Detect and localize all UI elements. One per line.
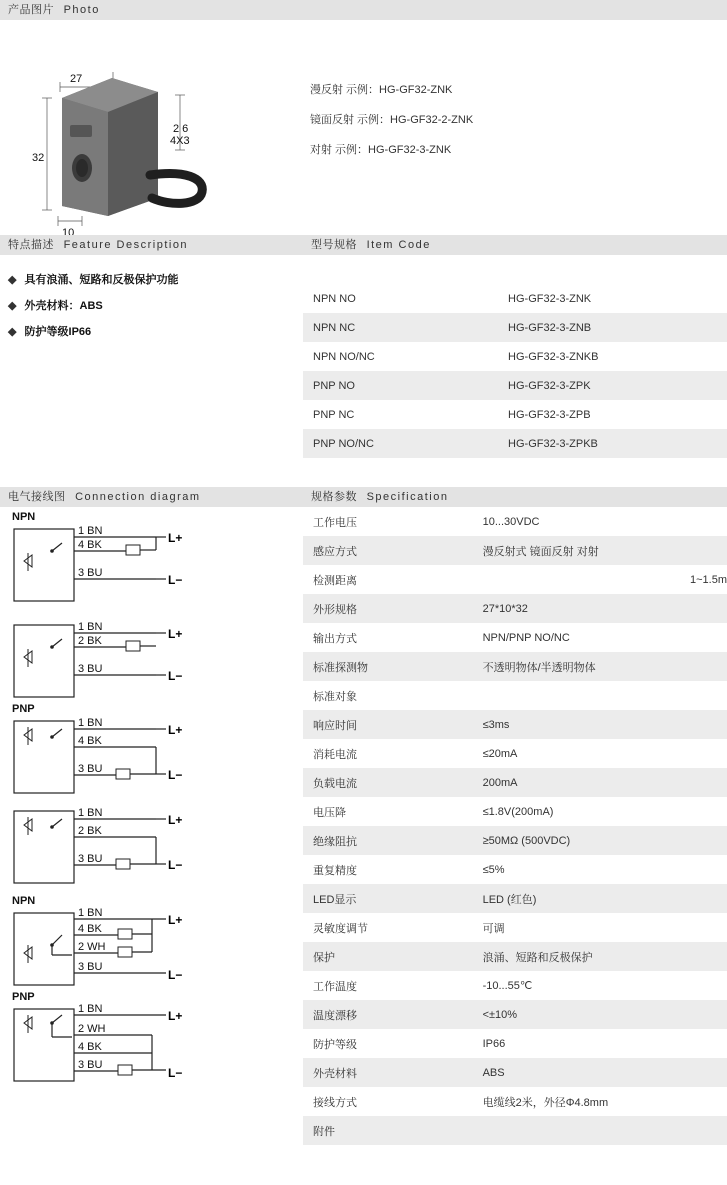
rail-label: L+: [168, 723, 183, 737]
spec-value: ABS: [473, 1058, 727, 1087]
example-diffuse: 漫反射 示例：HG-GF32-ZNK: [310, 84, 453, 96]
spec-value: NPN/PNP NO/NC: [473, 623, 727, 652]
table-row: [303, 313, 727, 342]
table-row: [303, 652, 727, 681]
table-row: [303, 768, 727, 797]
spec-value: IP66: [473, 1029, 727, 1058]
table-row: [303, 429, 727, 458]
wire-label: 2 WH: [78, 941, 106, 953]
spec-value: ≥50MΩ (500VDC): [473, 826, 727, 855]
rail-label: L−: [168, 768, 183, 782]
spec-key: 绝缘阻抗: [303, 826, 473, 855]
wire-label: 3 BU: [78, 663, 103, 675]
feature-item-label: 具有浪涌、短路和反极保护功能: [24, 274, 179, 286]
wire-label: 1 BN: [78, 621, 103, 633]
section-title-spec-cn: 规格参数: [311, 491, 357, 503]
dimension-10: 10: [62, 227, 75, 235]
table-row: [303, 1087, 727, 1116]
rail-label: L−: [168, 669, 183, 683]
spec-value: <±10%: [473, 1000, 727, 1029]
spec-value: 200mA: [473, 768, 727, 797]
wiring-diagram: [6, 897, 303, 993]
spec-value: 不透明物体/半透明物体: [473, 652, 727, 681]
spec-value: LED (红色): [473, 884, 727, 913]
dimension-32: 32: [32, 152, 45, 164]
dimension-4x3: 4X3: [170, 135, 190, 147]
spec-value: ≤3ms: [473, 710, 727, 739]
diagram-title: NPN: [12, 511, 36, 523]
table-row: [303, 826, 727, 855]
wire-label: 2 BK: [78, 635, 102, 647]
spec-key: 标准对象: [303, 681, 473, 710]
spec-key: 外形规格: [303, 594, 473, 623]
rail-label: L+: [168, 531, 183, 545]
item-code-type: NPN NC: [303, 313, 498, 342]
table-row: [303, 739, 727, 768]
table-row: [303, 536, 727, 565]
feature-list: [0, 255, 303, 345]
feature-item: [8, 319, 303, 345]
item-code-value: HG-GF32-3-ZNB: [498, 313, 727, 342]
table-row: [303, 623, 727, 652]
wire-label: 3 BU: [78, 853, 103, 865]
rail-label: L−: [168, 968, 183, 982]
table-row: [303, 681, 727, 710]
table-row: [303, 507, 727, 536]
dimension-26: 2 6: [173, 123, 189, 135]
spec-key: 保护: [303, 942, 473, 971]
spec-key: 重复精度: [303, 855, 473, 884]
table-row: [303, 1000, 727, 1029]
example-through-beam: 对射 示例：HG-GF32-3-ZNK: [310, 144, 452, 156]
section-title-photo-en: Photo: [63, 4, 100, 16]
spec-value: 漫反射式 镜面反射 对射: [473, 536, 727, 565]
table-row: [303, 942, 727, 971]
wire-label: 2 WH: [78, 1023, 106, 1035]
feature-itemcode-headers: [0, 235, 727, 255]
section-title-connection-en: Connection diagram: [75, 491, 201, 503]
diamond-icon: ◆: [8, 326, 17, 338]
rail-label: L−: [168, 858, 183, 872]
rail-label: L+: [168, 1009, 183, 1023]
section-title-itemcode-en: Item Code: [366, 239, 431, 251]
wire-label: 4 BK: [78, 735, 102, 747]
spec-key: 检测距离: [303, 565, 473, 594]
table-row: [303, 913, 727, 942]
wire-label: 1 BN: [78, 907, 103, 919]
table-row: [303, 971, 727, 1000]
wiring-diagram: [6, 705, 303, 801]
item-code-value: HG-GF32-3-ZPK: [498, 371, 727, 400]
table-row: [303, 1058, 727, 1087]
spec-key: 感应方式: [303, 536, 473, 565]
feature-item: [8, 267, 303, 293]
table-row: [303, 458, 727, 487]
spec-key: 输出方式: [303, 623, 473, 652]
feature-item: [8, 293, 303, 319]
spec-key: 防护等级: [303, 1029, 473, 1058]
item-code-table: [303, 255, 727, 487]
item-code-value: HG-GF32-3-ZPKB: [498, 429, 727, 458]
section-title-itemcode-cn: 型号规格: [311, 239, 357, 251]
table-row: [303, 255, 727, 284]
diagram-title: PNP: [12, 703, 35, 715]
spec-key: 电压降: [303, 797, 473, 826]
table-row: [303, 400, 727, 429]
product-photo-block: [0, 20, 727, 235]
diamond-icon: ◆: [8, 274, 17, 286]
wire-label: 4 BK: [78, 539, 102, 551]
item-code-type: NPN NO/NC: [303, 342, 498, 371]
spec-value: 可调: [473, 913, 727, 942]
table-row: [303, 371, 727, 400]
spec-key: 工作温度: [303, 971, 473, 1000]
wire-label: 1 BN: [78, 1003, 103, 1015]
spec-value: [473, 681, 727, 710]
example-list: [310, 75, 473, 165]
spec-value: [473, 1116, 727, 1145]
section-header-connection: [0, 487, 303, 507]
spec-key: 工作电压: [303, 507, 473, 536]
spec-value: ≤20mA: [473, 739, 727, 768]
section-header-feature: [0, 235, 303, 255]
wire-label: 1 BN: [78, 717, 103, 729]
spec-key: 标准探测物: [303, 652, 473, 681]
table-row: [303, 565, 727, 594]
rail-label: L+: [168, 627, 183, 641]
section-title-feature-en: Feature Description: [63, 239, 189, 251]
spec-key: LED显示: [303, 884, 473, 913]
spec-key: 消耗电流: [303, 739, 473, 768]
item-code-value: HG-GF32-3-ZNKB: [498, 342, 727, 371]
spec-key: 外壳材料: [303, 1058, 473, 1087]
wire-label: 1 BN: [78, 807, 103, 819]
feature-item-label: 外壳材料：ABS: [24, 300, 103, 312]
wiring-diagram: [6, 993, 303, 1089]
item-code-value: HG-GF32-3-ZNK: [498, 284, 727, 313]
wire-label: 1 BN: [78, 525, 103, 537]
spec-value: 10...30VDC: [473, 507, 727, 536]
table-row: [303, 797, 727, 826]
item-code-type: PNP NO: [303, 371, 498, 400]
spec-key: 温度漂移: [303, 1000, 473, 1029]
spec-key: 接线方式: [303, 1087, 473, 1116]
spec-value: 1~1.5m: [473, 565, 727, 594]
wiring-diagram: [6, 801, 303, 897]
diagram-title: PNP: [12, 991, 35, 1003]
feature-item-label: 防护等级IP66: [24, 326, 92, 338]
specification-table: [303, 507, 727, 1145]
item-code-type: NPN NO: [303, 284, 498, 313]
table-row: [303, 855, 727, 884]
section-title-feature-cn: 特点描述: [8, 239, 54, 251]
table-row: [303, 1116, 727, 1145]
wiring-diagrams: [0, 507, 303, 1145]
spec-key: 附件: [303, 1116, 473, 1145]
spec-key: 响应时间: [303, 710, 473, 739]
table-row: [303, 1029, 727, 1058]
table-row: [303, 884, 727, 913]
example-retro: 镜面反射 示例：HG-GF32-2-ZNK: [310, 114, 474, 126]
table-row: [303, 342, 727, 371]
spec-value: -10...55℃: [473, 971, 727, 1000]
section-title-spec-en: Specification: [366, 491, 449, 503]
wire-label: 3 BU: [78, 1059, 103, 1071]
connection-spec-body: [0, 507, 727, 1145]
table-row: [303, 284, 727, 313]
section-header-photo: [0, 0, 727, 20]
wiring-diagram: [6, 609, 303, 705]
wire-label: 3 BU: [78, 961, 103, 973]
dimension-27: 27: [70, 73, 83, 85]
spec-key: 负载电流: [303, 768, 473, 797]
connection-spec-headers: [0, 487, 727, 507]
table-row: [303, 594, 727, 623]
wire-label: 4 BK: [78, 923, 102, 935]
rail-label: L+: [168, 813, 183, 827]
rail-label: L+: [168, 913, 183, 927]
table-row: [303, 710, 727, 739]
wire-label: 2 BK: [78, 825, 102, 837]
feature-itemcode-body: [0, 255, 727, 487]
section-header-specification: [303, 487, 727, 507]
wire-label: 4 BK: [78, 1041, 102, 1053]
rail-label: L−: [168, 573, 183, 587]
item-code-type: PNP NC: [303, 400, 498, 429]
wire-label: 3 BU: [78, 567, 103, 579]
item-code-value: HG-GF32-3-ZPB: [498, 400, 727, 429]
item-code-type: PNP NO/NC: [303, 429, 498, 458]
spec-value: 浪涌、短路和反极保护: [473, 942, 727, 971]
diamond-icon: ◆: [8, 300, 17, 312]
rail-label: L−: [168, 1066, 183, 1080]
spec-value: 电缆线2米，外径Φ4.8mm: [473, 1087, 727, 1116]
section-title-connection-cn: 电气接线图: [8, 491, 66, 503]
spec-value: 27*10*32: [473, 594, 727, 623]
product-photo: [0, 20, 300, 235]
spec-key: 灵敏度调节: [303, 913, 473, 942]
section-title-photo-cn: 产品图片: [8, 4, 54, 16]
diagram-title: NPN: [12, 895, 36, 907]
spec-value: ≤5%: [473, 855, 727, 884]
wire-label: 3 BU: [78, 763, 103, 775]
section-header-itemcode: [303, 235, 727, 255]
wiring-diagram: [6, 513, 303, 609]
spec-value: ≤1.8V(200mA): [473, 797, 727, 826]
